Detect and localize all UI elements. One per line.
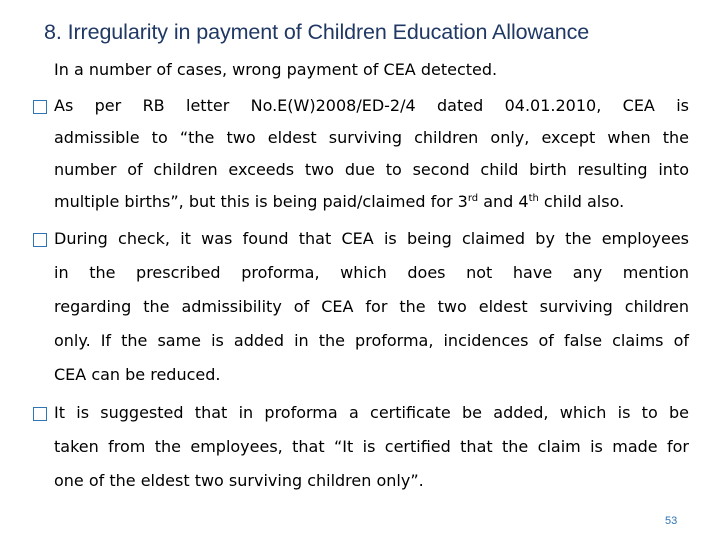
superscript-th: th — [528, 193, 539, 204]
square-bullet-icon — [33, 233, 47, 247]
superscript-rd: rd — [467, 193, 479, 204]
bullet-line: CEA can be reduced. — [54, 365, 221, 384]
bullet-line: During check, it was found that CEA is being claimed by the employees — [54, 229, 689, 248]
bullet-line: As per RB letter No.E(W)2008/ED-2/4 dated 04.01.2010, CEA is — [54, 96, 689, 115]
bullet-line: in the prescribed proforma, which does not have any mention — [54, 263, 689, 282]
bullet-line: only. If the same is added in the proforma, incidences of false claims of — [54, 331, 689, 350]
bullet-line: It is suggested that in proforma a certificate be added, which is to be — [54, 403, 689, 422]
bullet-line: one of the eldest two surviving children only”. — [54, 471, 424, 490]
page-number: 53 — [665, 515, 678, 527]
square-bullet-icon — [33, 100, 47, 114]
bullet-text: and 4 — [478, 192, 529, 211]
bullet-text: multiple births”, but this is being paid/claimed for 3 — [54, 192, 468, 211]
bullet-line — [54, 192, 689, 218]
slide-title: 8. Irregularity in payment of Children Education Allowance — [44, 20, 590, 44]
bullet-line: admissible to “the two eldest surviving children only, except when the — [54, 128, 689, 147]
bullet-line: taken from the employees, that “It is certified that the claim is made for — [54, 437, 689, 456]
bullet-line: number of children exceeds two due to second child birth resulting into — [54, 160, 689, 179]
square-bullet-icon — [33, 407, 47, 421]
intro-text: In a number of cases, wrong payment of CEA detected. — [54, 60, 498, 79]
bullet-text: child also. — [538, 192, 625, 211]
bullet-line: regarding the admissibility of CEA for the two eldest surviving children — [54, 297, 689, 316]
